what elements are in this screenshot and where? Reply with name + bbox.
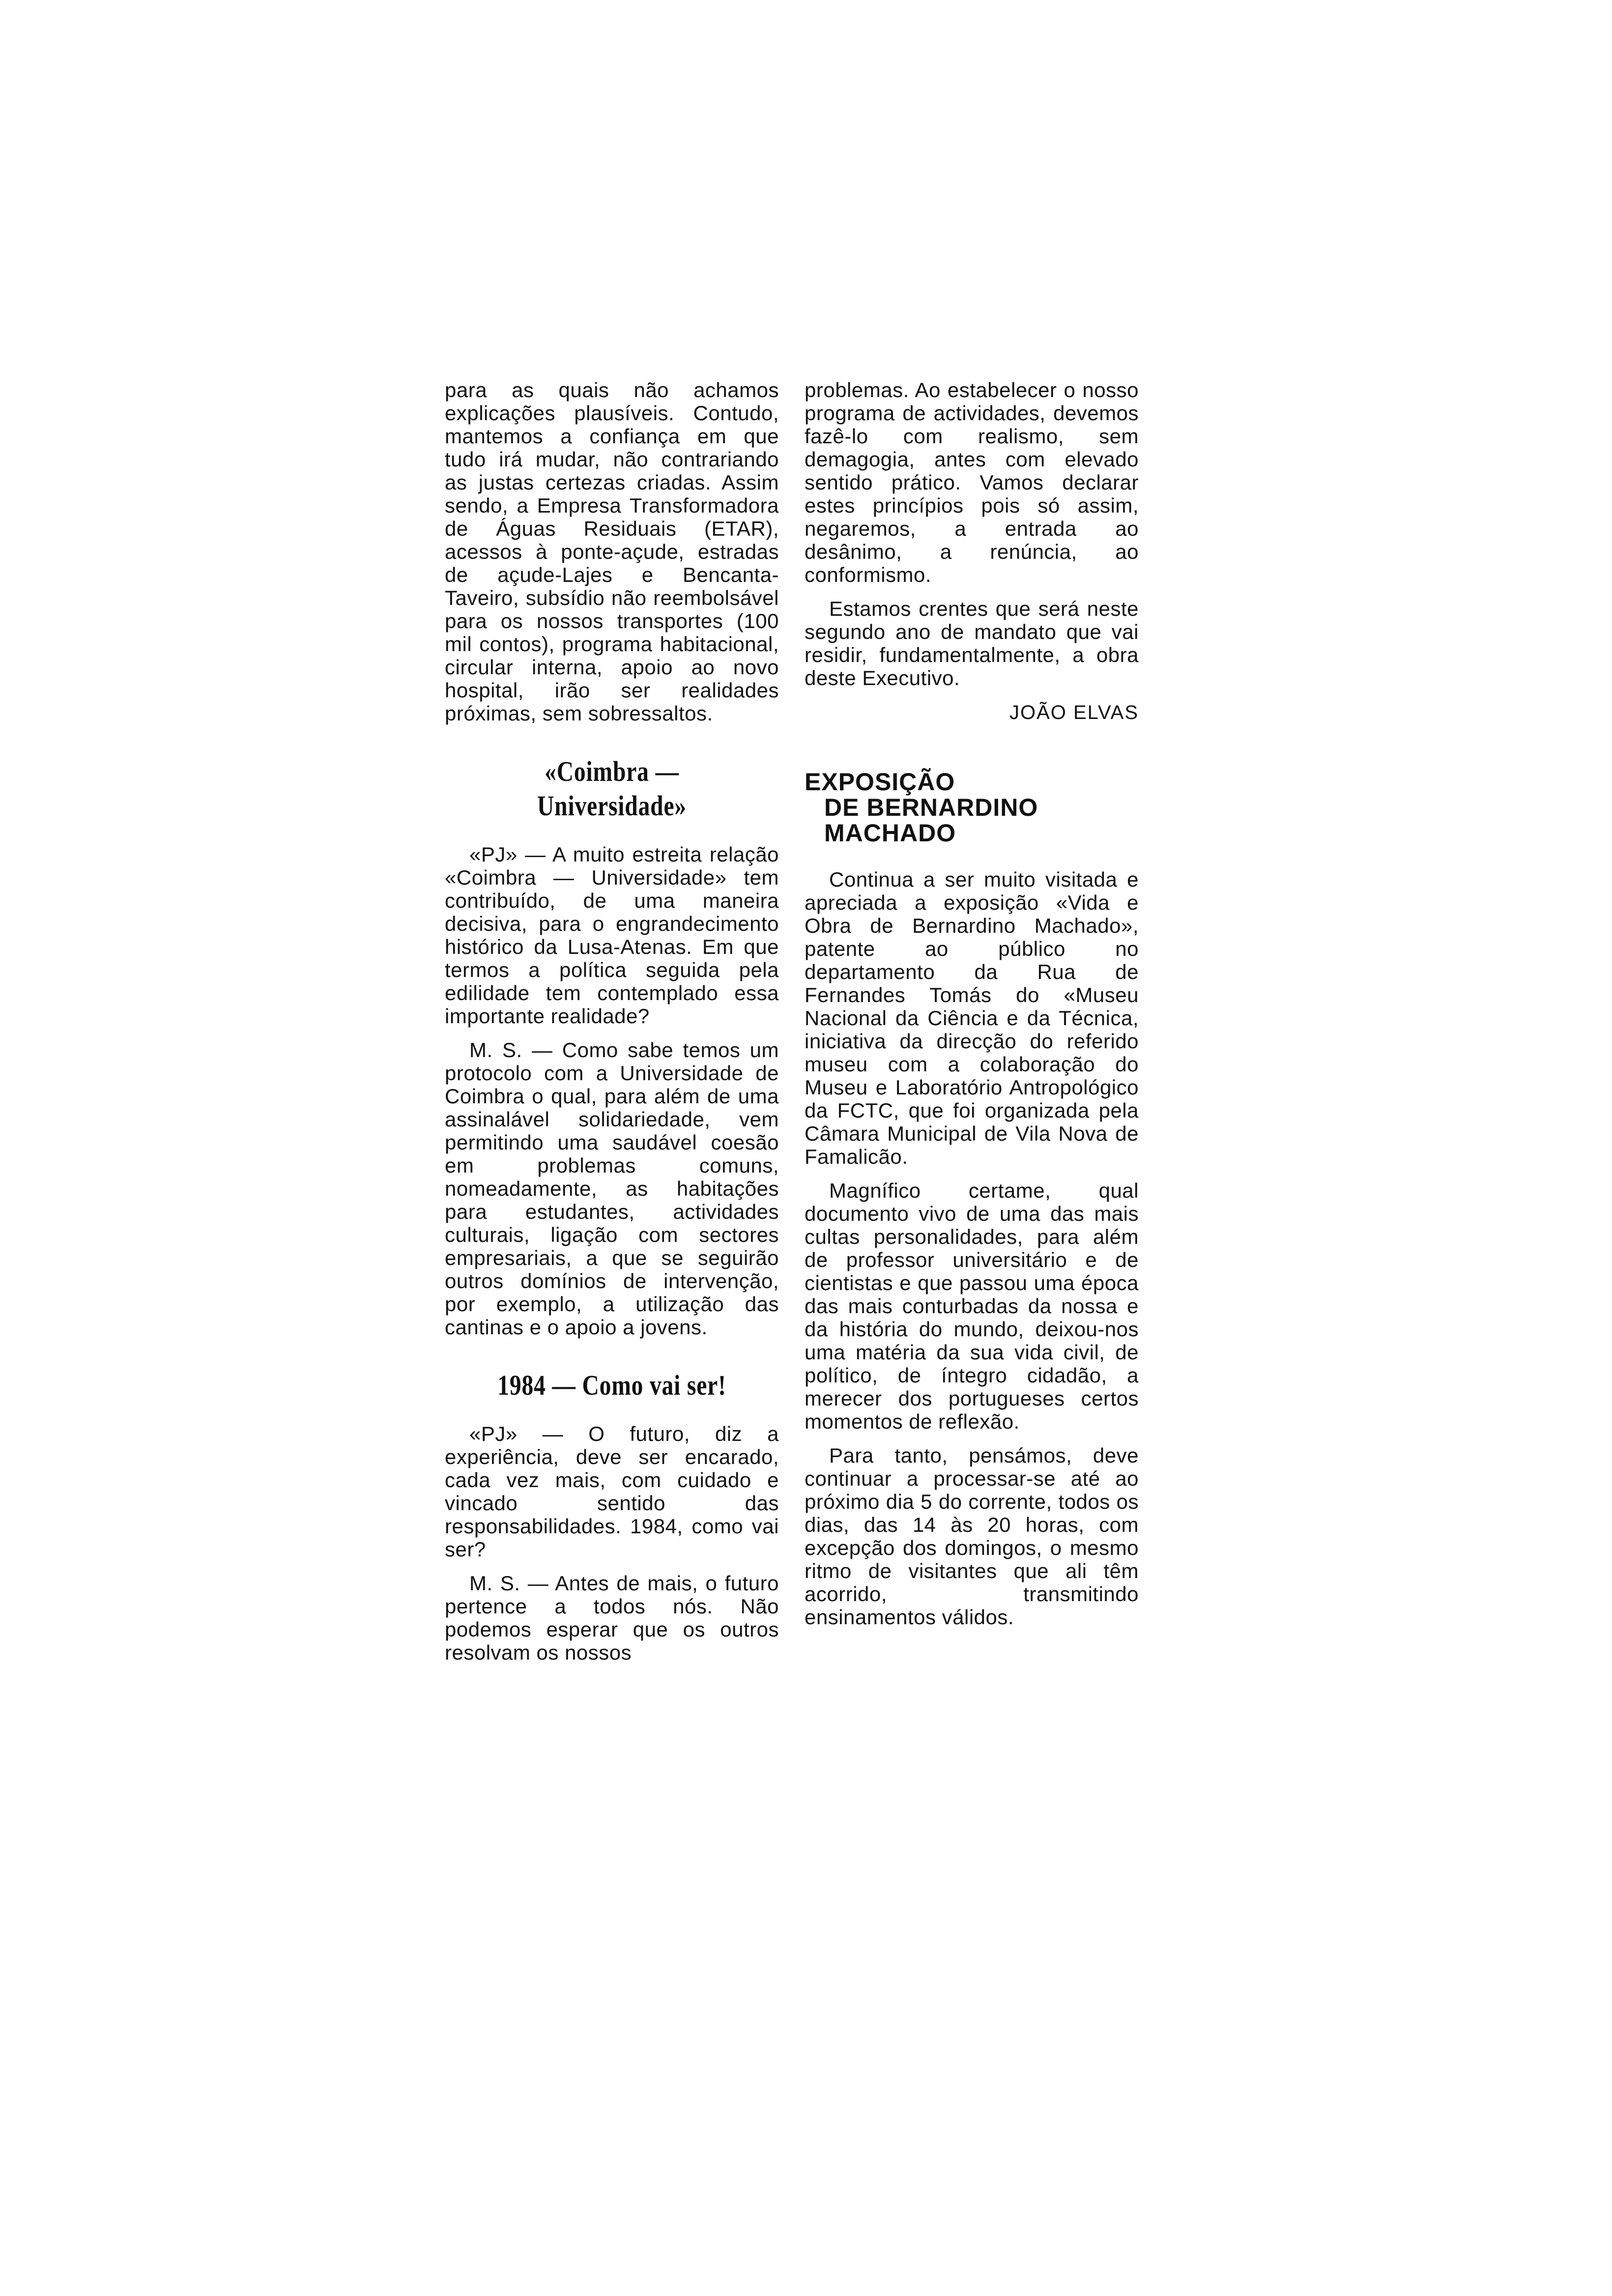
section-heading-1984: 1984 — Como vai ser! bbox=[497, 1369, 726, 1401]
exposicao-headline bbox=[805, 769, 1139, 846]
section-heading-coimbra: «Coimbra — Universidade» bbox=[537, 755, 687, 822]
left-column bbox=[445, 378, 779, 1675]
exposicao-body bbox=[805, 868, 1139, 1629]
right-column bbox=[805, 378, 1139, 1639]
exposicao-headline-line-1: EXPOSIÇÃO bbox=[805, 768, 955, 796]
left-column-text bbox=[445, 378, 779, 725]
continuation-paragraph-2: Estamos crentes que será neste segundo ano de mandato que vai residir, fundamentalmente, a obra deste Executivo. bbox=[805, 597, 1139, 689]
section-1984-body bbox=[445, 1422, 779, 1664]
exposicao-headline-line-2: DE BERNARDINO bbox=[824, 794, 1038, 821]
exposicao-headline-line-3: MACHADO bbox=[824, 819, 956, 847]
right-column-text bbox=[805, 378, 1139, 689]
exposicao-paragraph-2: Magnífico certame, qual documento vivo de uma das mais cultas personalidades, para além de professor universitário e de cientistas e que passou uma época das mais conturbadas da nossa e da história do mundo, deixou-nos uma matéria da sua vida civil, de político, de íntegro cidadão, a merecer dos portugueses certos momentos de reflexão. bbox=[805, 1179, 1139, 1433]
1984-question-paragraph: «PJ» — O futuro, diz a experiência, deve ser encarado, cada vez mais, com cuidado e vincado sentido das responsabilidades. 1984, como vai ser? bbox=[445, 1422, 779, 1561]
continuation-paragraph-1: problemas. Ao estabelecer o nosso programa de actividades, devemos fazê-lo com realismo, sem demagogia, antes com elevado sentido prático. Vamos declarar estes princípios pois só assim, negaremos, a entrada ao desânimo, a renúncia, ao conformismo. bbox=[805, 378, 1139, 586]
section-coimbra-body bbox=[445, 843, 779, 1339]
author-signature: JOÃO ELVAS bbox=[1009, 702, 1139, 723]
coimbra-question-paragraph: «PJ» — A muito estreita relação «Coimbra — Universidade» tem contribuído, de uma maneira decisiva, para o engrandecimento histórico da Lusa-Atenas. Em que termos a política seguida pela edilidade tem contemplado essa importante realidade? bbox=[445, 843, 779, 1028]
coimbra-answer-paragraph: M. S. — Como sabe temos um protocolo com a Universidade de Coimbra o qual, para além de uma assinalável solidariedade, vem permitindo uma saudável coesão em problemas comuns, nomeadamente, as habitações para estudantes, actividades culturais, ligação com sectores empresariais, a que se seguirão outros domínios de intervenção, por exemplo, a utilização das cantinas e o apoio a jovens. bbox=[445, 1038, 779, 1339]
intro-paragraph: para as quais não achamos explicações plausíveis. Contudo, mantemos a confiança em que tudo irá mudar, não contrariando as justas certezas criadas. Assim sendo, a Empresa Transformadora de Águas Residuais (ETAR), acessos à ponte-açude, estradas de açude-Lajes e Bencanta-Taveiro, subsídio não reembolsável para os nossos transportes (100 mil contos), programa habitacional, circular interna, apoio ao novo hospital, irão ser realidades próximas, sem sobressaltos. bbox=[445, 378, 779, 725]
exposicao-paragraph-3: Para tanto, pensámos, deve continuar a processar-se até ao próximo dia 5 do corrente, todos os dias, das 14 às 20 horas, com excepção dos domingos, o mesmo ritmo de visitantes que ali têm acorrido, transmitindo ensinamentos válidos. bbox=[805, 1444, 1139, 1629]
1984-answer-paragraph: M. S. — Antes de mais, o futuro pertence a todos nós. Não podemos esperar que os outros resolvam os nossos bbox=[445, 1572, 779, 1664]
exposicao-paragraph-1: Continua a ser muito visitada e apreciada a exposição «Vida e Obra de Bernardino Machado», patente ao público no departamento da Rua de Fernandes Tomás do «Museu Nacional da Ciência e da Técnica, iniciativa da direcção do referido museu com a colaboração do Museu e Laboratório Antropológico da FCTC, que foi organizada pela Câmara Municipal de Vila Nova de Famalicão. bbox=[805, 868, 1139, 1168]
